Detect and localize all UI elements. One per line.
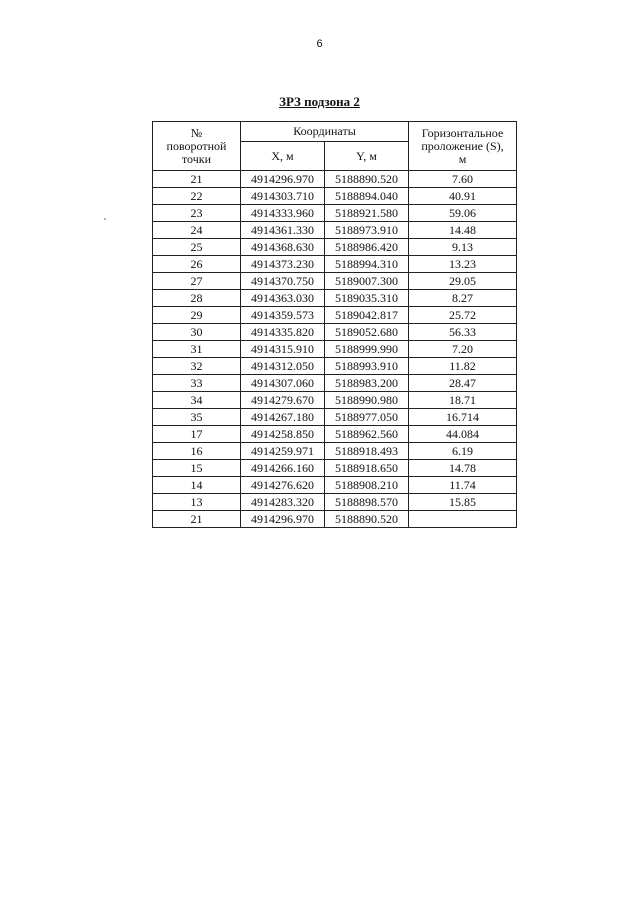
table-header (153, 122, 517, 171)
table-row (153, 358, 517, 375)
x-coordinate-cell: 4914359.573 (241, 307, 325, 324)
header-y: Y, м (325, 142, 409, 171)
point-number-cell: 24 (153, 222, 241, 239)
table-row (153, 273, 517, 290)
point-number-cell: 15 (153, 460, 241, 477)
x-coordinate-cell: 4914266.160 (241, 460, 325, 477)
x-coordinate-cell: 4914279.670 (241, 392, 325, 409)
distance-cell: 16.714 (409, 409, 517, 426)
point-number-cell: 35 (153, 409, 241, 426)
x-coordinate-cell: 4914373.230 (241, 256, 325, 273)
y-coordinate-cell: 5188999.990 (325, 341, 409, 358)
x-coordinate-cell: 4914296.970 (241, 171, 325, 188)
x-coordinate-cell: 4914368.630 (241, 239, 325, 256)
table-row (153, 205, 517, 222)
distance-cell: 14.48 (409, 222, 517, 239)
header-x: X, м (241, 142, 325, 171)
distance-cell: 6.19 (409, 443, 517, 460)
point-number-cell: 23 (153, 205, 241, 222)
table-row (153, 256, 517, 273)
x-coordinate-cell: 4914333.960 (241, 205, 325, 222)
x-coordinate-cell: 4914303.710 (241, 188, 325, 205)
point-number-cell: 29 (153, 307, 241, 324)
distance-cell: 11.74 (409, 477, 517, 494)
distance-cell: 18.71 (409, 392, 517, 409)
point-number-cell: 27 (153, 273, 241, 290)
distance-cell: 44.084 (409, 426, 517, 443)
y-coordinate-cell: 5188994.310 (325, 256, 409, 273)
x-coordinate-cell: 4914296.970 (241, 511, 325, 528)
header-point-number-line1: № (190, 125, 203, 140)
table-body (153, 171, 517, 528)
table-row (153, 426, 517, 443)
point-number-cell: 28 (153, 290, 241, 307)
header-distance-line1: Горизонтальное (421, 125, 504, 140)
y-coordinate-cell: 5188962.560 (325, 426, 409, 443)
header-point-number-line3: точки (181, 151, 212, 166)
header-distance (409, 122, 517, 171)
x-coordinate-cell: 4914335.820 (241, 324, 325, 341)
distance-cell: 15.85 (409, 494, 517, 511)
y-coordinate-cell: 5188890.520 (325, 171, 409, 188)
point-number-cell: 34 (153, 392, 241, 409)
table-row (153, 409, 517, 426)
table-row (153, 239, 517, 256)
y-coordinate-cell: 5188921.580 (325, 205, 409, 222)
point-number-cell: 26 (153, 256, 241, 273)
point-number-cell: 30 (153, 324, 241, 341)
y-coordinate-cell: 5188973.910 (325, 222, 409, 239)
table-row (153, 460, 517, 477)
y-coordinate-cell: 5188918.650 (325, 460, 409, 477)
distance-cell: 14.78 (409, 460, 517, 477)
y-coordinate-cell: 5188977.050 (325, 409, 409, 426)
table-row (153, 222, 517, 239)
point-number-cell: 25 (153, 239, 241, 256)
table-row (153, 375, 517, 392)
point-number-cell: 31 (153, 341, 241, 358)
y-coordinate-cell: 5188993.910 (325, 358, 409, 375)
y-coordinate-cell: 5188890.520 (325, 511, 409, 528)
x-coordinate-cell: 4914312.050 (241, 358, 325, 375)
y-coordinate-cell: 5188908.210 (325, 477, 409, 494)
page-number: 6 (316, 38, 323, 50)
point-number-cell: 32 (153, 358, 241, 375)
y-coordinate-cell: 5189007.300 (325, 273, 409, 290)
y-coordinate-cell: 5189035.310 (325, 290, 409, 307)
table-row (153, 494, 517, 511)
x-coordinate-cell: 4914276.620 (241, 477, 325, 494)
distance-cell: 25.72 (409, 307, 517, 324)
distance-cell (409, 511, 517, 528)
point-number-cell: 33 (153, 375, 241, 392)
header-point-number-line2: поворотной (166, 138, 227, 153)
table-row (153, 307, 517, 324)
point-number-cell: 17 (153, 426, 241, 443)
header-coordinates: Координаты (241, 122, 409, 142)
x-coordinate-cell: 4914258.850 (241, 426, 325, 443)
table-row (153, 511, 517, 528)
coordinates-table (152, 121, 517, 528)
x-coordinate-cell: 4914370.750 (241, 273, 325, 290)
distance-cell: 11.82 (409, 358, 517, 375)
x-coordinate-cell: 4914307.060 (241, 375, 325, 392)
document-title: ЗРЗ подзона 2 (279, 94, 360, 109)
table-row (153, 341, 517, 358)
y-coordinate-cell: 5188990.980 (325, 392, 409, 409)
x-coordinate-cell: 4914267.180 (241, 409, 325, 426)
table-row (153, 324, 517, 341)
x-coordinate-cell: 4914315.910 (241, 341, 325, 358)
distance-cell: 40.91 (409, 188, 517, 205)
point-number-cell: 14 (153, 477, 241, 494)
y-coordinate-cell: 5188918.493 (325, 443, 409, 460)
y-coordinate-cell: 5188898.570 (325, 494, 409, 511)
x-coordinate-cell: 4914283.320 (241, 494, 325, 511)
distance-cell: 29.05 (409, 273, 517, 290)
distance-cell: 9.13 (409, 239, 517, 256)
table-row (153, 188, 517, 205)
y-coordinate-cell: 5188894.040 (325, 188, 409, 205)
header-distance-line3: м (458, 151, 467, 166)
table-row (153, 290, 517, 307)
table-row (153, 171, 517, 188)
stray-mark (104, 218, 106, 220)
distance-cell: 59.06 (409, 205, 517, 222)
point-number-cell: 21 (153, 171, 241, 188)
y-coordinate-cell: 5188986.420 (325, 239, 409, 256)
x-coordinate-cell: 4914363.030 (241, 290, 325, 307)
x-coordinate-cell: 4914361.330 (241, 222, 325, 239)
point-number-cell: 22 (153, 188, 241, 205)
table-row (153, 443, 517, 460)
distance-cell: 7.60 (409, 171, 517, 188)
header-point-number (153, 122, 241, 171)
table-row (153, 477, 517, 494)
point-number-cell: 13 (153, 494, 241, 511)
point-number-cell: 16 (153, 443, 241, 460)
distance-cell: 7.20 (409, 341, 517, 358)
header-distance-line2: проложение (S), (421, 138, 504, 153)
table-row (153, 392, 517, 409)
distance-cell: 13.23 (409, 256, 517, 273)
y-coordinate-cell: 5189052.680 (325, 324, 409, 341)
distance-cell: 56.33 (409, 324, 517, 341)
y-coordinate-cell: 5188983.200 (325, 375, 409, 392)
point-number-cell: 21 (153, 511, 241, 528)
y-coordinate-cell: 5189042.817 (325, 307, 409, 324)
distance-cell: 28.47 (409, 375, 517, 392)
distance-cell: 8.27 (409, 290, 517, 307)
x-coordinate-cell: 4914259.971 (241, 443, 325, 460)
